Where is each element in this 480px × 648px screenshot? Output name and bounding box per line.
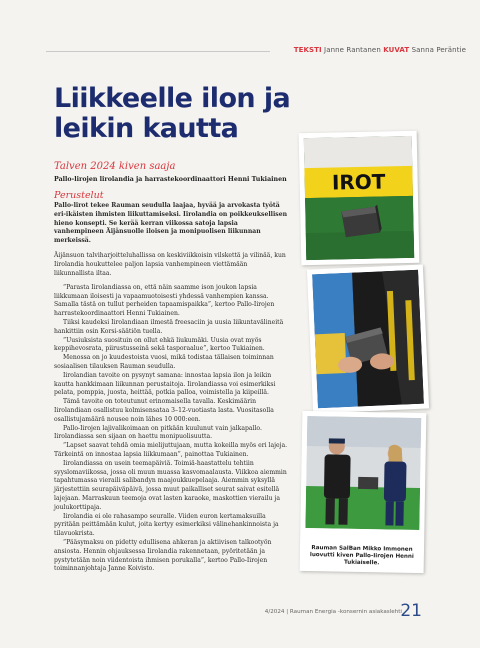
photo-handover-image — [305, 416, 421, 530]
paragraph: Äijänsuon talviharjoitteluhallissa on keskiviikkoisin vilskettä ja vilinää, kun Iirolandia houkuttelee paljon lapsia vanhempineen viettämään liikunnallista iltaa. — [54, 251, 286, 277]
footer-issue: 4/2024 | Rauman Energia -konsernin asiakaslehti — [264, 609, 402, 615]
page-number: 21 — [400, 601, 422, 621]
paragraph: Pallo-Iirojen lajivalikoimaan on pitkään kuulunut vain jalkapallo. Iirolandiassa sen sijaan on haettu monipuolisuutta. — [54, 424, 262, 441]
photo-credit-label: KUVAT — [383, 46, 410, 54]
paragraph: ”Uusiuksista suosituin on ollut ehkä liukumäki. Uusia ovat myös keppihevosrata, piirustusseinä sekä tasporaalue”, kertoo Tukiainen. — [54, 336, 265, 353]
article-body — [54, 202, 288, 574]
subtitle: Pallo-lirojen lirolandia ja harrastekoordinaattori Henni Tukiainen — [54, 176, 287, 183]
photo-hands-stone-image — [312, 270, 424, 408]
photo-handover — [300, 411, 427, 573]
photo-hands-stone — [307, 265, 429, 414]
paragraph: Iirolandiassa on usein teemapäiviä. Toimiä-haastattelu tehtiin syyslomaviikossa, jossa oli muun muassa kasvomaalausta. Viikkoa aiemmin tapahtumassa vieraili salibandyn maajoukkuepelaaja. Aiemmin syksyllä järjestettiin seurapäiväpäivä, jossa muut paikalliset seurat saivat esitellä lajejaan. Marraskuun teemoja ovat lasten karaoke, maskottien vierailu ja joulukorttipaja. — [54, 459, 287, 511]
photo-credit-name: Sanna Peräntie — [411, 46, 466, 54]
article-title: Liikkeelle ilon ja leikin kautta — [54, 83, 291, 144]
paragraph: Iirolandian tavoite on pysynyt samana: innostaa lapsia ilon ja leikin kautta hankkimaan liikunnan perustaitoja. Iirolandiassa voi esimerkiksi pelata, pomppia, juosta, heittää, potkia palloa, voimistella ja kiipeillä. — [54, 371, 276, 397]
paragraph: Tämä tavoite on toteutunut erinomaisella tavalla. Keskimäärin Iirolandiaan osallistuu kolmisensataa 3–12-vuotiasta lasta. Vuositasolla osallistujamäärä nousee noin lähes 10 000:een. — [54, 398, 274, 423]
paragraph: Tiiksi kaudeksi Iirolandiaan ilmestä freesaciin ja uusia liikuntavälineitä hankittiin osin Korsi-säätiön tuella. — [54, 319, 284, 335]
lead-paragraph: Pallo-lirot tekee Rauman seudulla laajaa, hyvää ja arvokasta työtä eri-ikäisten ihmisten liikuttamiseksi. Iirolandia on poikkeuksellisen hieno konsepti. Se kerää kerran viikossa satoja lapsia vanhempineen Äijänsuolle iloisen ja monipuolisen liikunnan merkeissä. — [54, 202, 288, 245]
paragraph: Menossa on jo kuudestoista vuosi, mikä todistaa tällaisen toiminnan sosiaalisen tilauksen Rauman seudulla. — [54, 354, 274, 371]
text-credit-name: Janne Rantanen — [324, 46, 381, 54]
photo-caption: Rauman SalBan Mikko Immonen luovutti kiven Pallo-Iirojen Henni Tukiaiselle. — [309, 545, 414, 567]
credits — [294, 46, 466, 54]
paragraph: ”Parasta Iirolandiassa on, että näin saamme ison joukon lapsia liikkumaan iloisesti ja vapaamuotoisesti yhdessä vanhempien kanssa. Samalla tästä on tullut perheiden tapaamispaikka”, kertoo Pallo-Iirojen harrastekoordinaattori Henni Tukiainen. — [54, 283, 275, 318]
paragraph: ”Lapset saavat tehdä omia mielijuttujaan, mutta kokeilla myös eri lajeja. Tärkeintä on innostaa lapsia liikkumaan”, painottaa Tukiainen. — [54, 442, 288, 459]
photo-stone-turf-image — [304, 136, 415, 260]
paragraph: Iirolandia ei ole rahasampo seuralle. Viiden euron kertamaksuilla pyritään peittämään kulut, joita kertyy esimerkiksi välinehankinnoista ja tilavuokrista. — [54, 512, 279, 538]
paragraph: ”Pääsymaksu on pidetty edullisena ahkeran ja aktiivisen talkootyön ansiosta. Hennin ohjauksessa Iirolandia rakennetaan, pyöritetään ja pystytetään noin viidentoista ihmisen porukalla”, kertoo Pallo-Iirojen toiminnanjohtaja Janne Koivisto. — [54, 538, 272, 573]
credit-rule — [46, 51, 270, 52]
section-heading: Perustelut — [54, 190, 104, 201]
text-credit-label: TEKSTI — [293, 46, 322, 54]
sign-text: IROT — [331, 169, 386, 195]
photo-stone-turf — [299, 131, 420, 265]
kicker: Talven 2024 kiven saaja — [54, 161, 176, 172]
